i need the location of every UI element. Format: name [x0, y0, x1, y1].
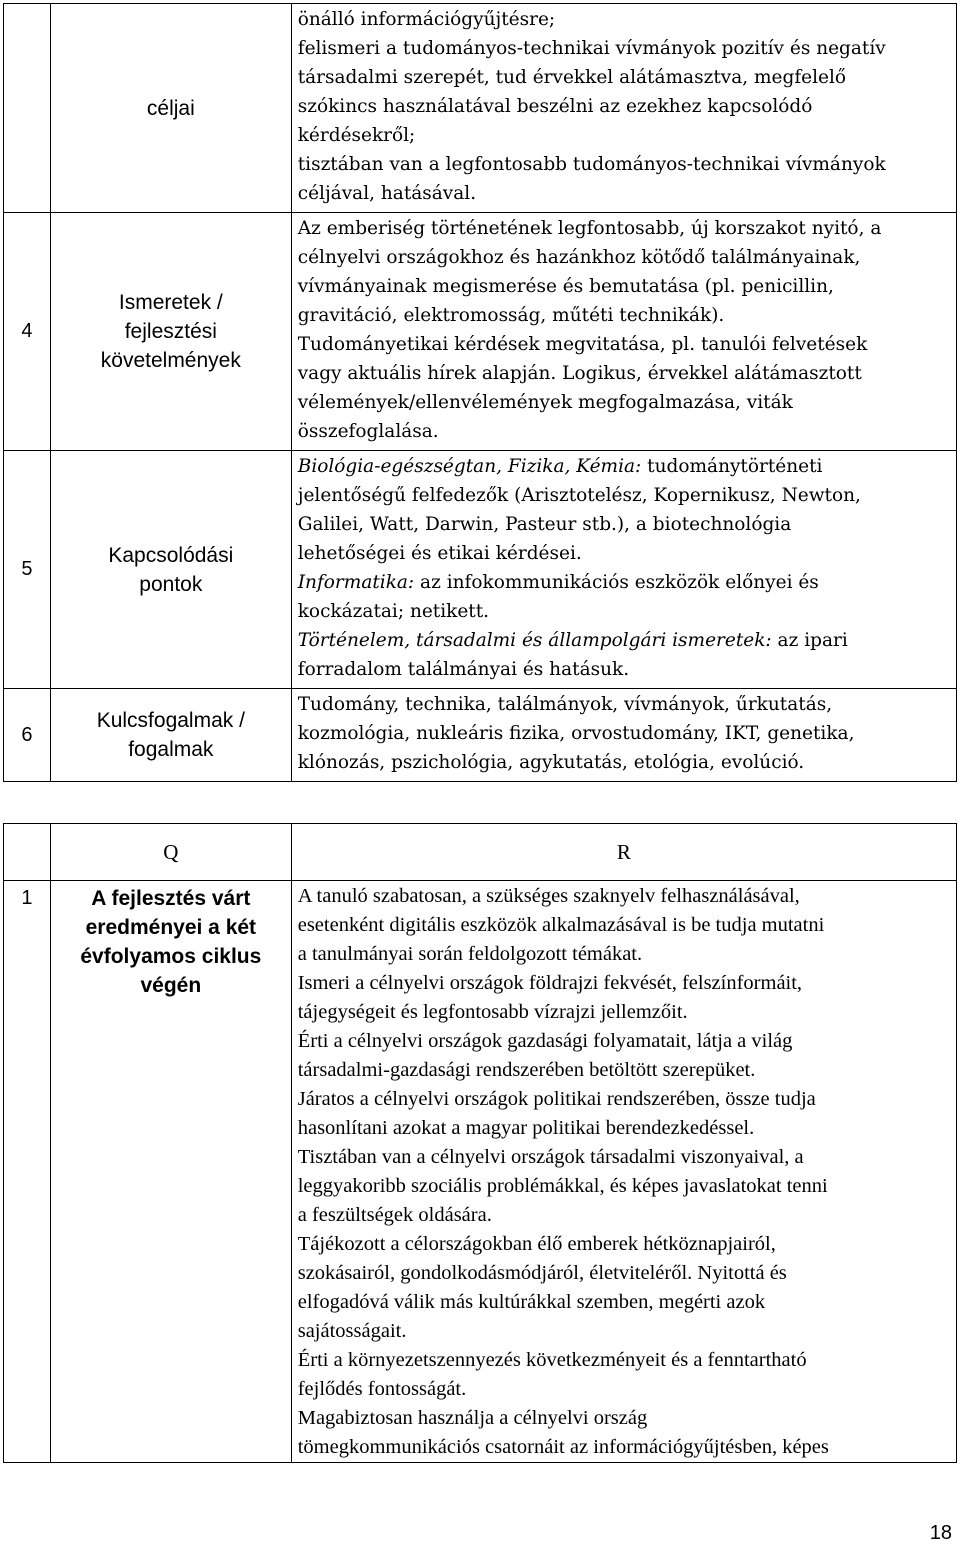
row-label: céljai	[50, 4, 291, 213]
row-number	[4, 4, 51, 213]
row-content: Tudomány, technika, találmányok, vívmányok, űrkutatás, kozmológia, nukleáris fizika, orvostudomány, IKT, genetika, klónozás, pszichológia, agykutatás, etológia, evolúció.	[291, 689, 956, 782]
table-header-row	[4, 824, 957, 881]
subject-informatics: Informatika:	[297, 572, 415, 593]
row-content: A tanuló szabatosan, a szükséges szaknyelv felhasználásával, esetenként digitális eszközök alkalmazásával is be tudja mutatni a tanulmányai során feldolgozott témákat. Ismeri a célnyelvi országok földrajzi fekvését, felszínformáit, tájegységeit és legfontosabb vízrajzi jellemzőit. Érti a célnyelvi országok gazdasági folyamatait, látja a világ társadalmi-gazdasági rendszerében betöltött szerepüket. Járatos a célnyelvi országok politikai rendszerében, össze tudja hasonlítani azokat a magyar politikai berendezkedéssel. Tisztában van a célnyelvi országok társadalmi viszonyaival, a leggyakoribb szociális problémákkal, és képes javaslatokat tenni a feszültségek oldására. Tájékozott a célországokban élő emberek hétköznapjairól, szokásairól, gondolkodásmódjáról, életviteléről. Nyitottá és elfogadóvá válik más kultúrákkal szemben, megérti azok sajátosságait. Érti a környezetszennyezés következményeit és a fenntartható fejlődés fontosságát. Magabiztosan használja a célnyelvi ország tömegkommunikációs csatornáit az információgyűjtésben, képes	[291, 881, 956, 1463]
table-row	[4, 689, 957, 782]
subject-biology: Biológia-egészségtan, Fizika, Kémia:	[297, 456, 642, 477]
table-row	[4, 881, 957, 1463]
row-number: 4	[4, 213, 51, 451]
row-label: Kulcsfogalmak / fogalmak	[50, 689, 291, 782]
column-header-q: Q	[50, 824, 291, 881]
row-number: 5	[4, 451, 51, 689]
header-empty-cell	[4, 824, 51, 881]
page-number: 18	[929, 1522, 952, 1544]
row-content: Biológia-egészségtan, Fizika, Kémia: tudománytörténeti jelentőségű felfedezők (Arisztotelész, Kopernikusz, Newton, Galilei, Watt, Darwin, Pasteur stb.), a biotechnológia lehetőségei és etikai kérdései. Informatika: az infokommunikációs eszközök előnyei és kockázatai; netikett. Történelem, társadalmi és állampolgári ismeretek: az ipari forradalom találmányai és hatásuk.	[291, 451, 956, 689]
curriculum-table-bottom	[3, 823, 957, 1463]
subject-history: Történelem, társadalmi és állampolgári ismeretek:	[297, 630, 772, 651]
row-number: 1	[4, 881, 51, 1463]
column-header-r: R	[291, 824, 956, 881]
row-label: Ismeretek / fejlesztési követelmények	[50, 213, 291, 451]
row-content: önálló információgyűjtésre; felismeri a tudományos-technikai vívmányok pozitív és negatív társadalmi szerepét, tud érvekkel alátámasztva, megfelelő szókincs használatával beszélni az ezekhez kapcsolódó kérdésekről; tisztában van a legfontosabb tudományos-technikai vívmányok céljával, hatásával.	[291, 4, 956, 213]
table-row	[4, 451, 957, 689]
row-label: A fejlesztés várt eredményei a két évfolyamos ciklus végén	[50, 881, 291, 1463]
table-row	[4, 4, 957, 213]
row-content: Az emberiség történetének legfontosabb, új korszakot nyitó, a célnyelvi országokhoz és hazánkhoz kötődő találmányainak, vívmányainak megismerése és bemutatása (pl. penicillin, gravitáció, elektromosság, műtéti technikák). Tudományetikai kérdések megvitatása, pl. tanulói felvetések vagy aktuális hírek alapján. Logikus, érvekkel alátámasztott vélemények/ellenvélemények megfogalmazása, viták összefoglalása.	[291, 213, 956, 451]
row-number: 6	[4, 689, 51, 782]
curriculum-table-top	[3, 3, 957, 782]
table-row	[4, 213, 957, 451]
row-label: Kapcsolódási pontok	[50, 451, 291, 689]
